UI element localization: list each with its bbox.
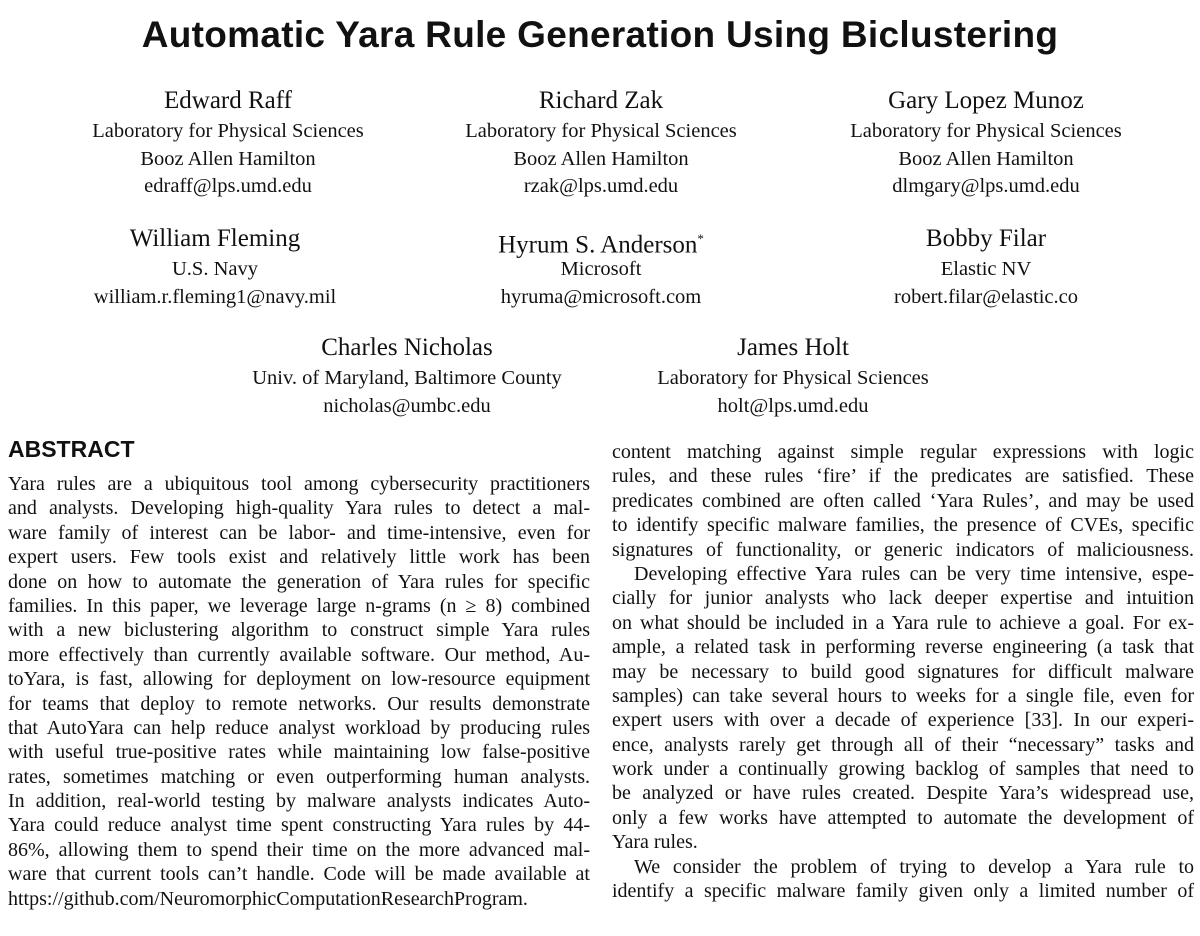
author-email: rzak@lps.umd.edu	[523, 175, 679, 197]
introduction-body	[612, 440, 1194, 903]
author-name-text: Richard Zak	[538, 87, 664, 114]
author-affiliation: Microsoft	[560, 258, 642, 280]
text-line: ence, analysts rarely get through all of their “necessary” tasks and	[612, 733, 1194, 756]
author	[401, 224, 801, 311]
text-line: be analyzed or have rules created. Despite Yara’s widespread use,	[612, 782, 1194, 805]
author-name	[28, 86, 428, 118]
text-line: for teams that deploy to remote networks. Our results demonstrate	[8, 692, 590, 715]
author-affiliation: Booz Allen Hamilton	[513, 147, 689, 170]
author-name	[786, 86, 1186, 118]
author	[786, 224, 1186, 311]
text-line: content matching against simple regular expressions with logic	[612, 441, 1194, 463]
author-name	[786, 224, 1186, 256]
author-affiliation: Booz Allen Hamilton	[898, 147, 1074, 170]
text-line: ware family of interest can be labor- and time-intensive, even for	[8, 521, 590, 544]
author-name-text: James Holt	[737, 334, 849, 361]
author-affiliation: Laboratory for Physical Sciences	[465, 120, 737, 142]
text-line: toYara, is fast, allowing for deployment on low-resource equipment	[8, 668, 590, 691]
text-line: Developing effective Yara rules can be very time intensive, espe-	[634, 562, 1194, 585]
author	[786, 86, 1186, 201]
text-line: may be necessary to build good signatures for difficult malware	[612, 660, 1194, 683]
author-email: hyruma@microsoft.com	[500, 285, 702, 308]
text-line: We consider the problem of trying to develop a Yara rule to	[634, 855, 1194, 878]
text-line: with a new biclustering algorithm to construct simple Yara rules	[8, 619, 590, 642]
text-line: work under a continually growing backlog of samples that need to	[612, 758, 1194, 781]
text-line: identify a specific malware family given only a limited number of	[612, 880, 1194, 903]
abstract-heading: ABSTRACT	[8, 436, 135, 462]
author-email: robert.filar@elastic.co	[894, 285, 1078, 308]
text-line: expert users with over a decade of experience [33]. In our experi-	[612, 709, 1194, 732]
author-name	[15, 224, 415, 256]
text-line: rates, sometimes matching or even outperforming human analysts.	[8, 765, 590, 788]
author-name	[207, 333, 607, 365]
author-name	[401, 86, 801, 118]
text-line: to identify specific malware families, the presence of CVEs, specific	[612, 514, 1194, 537]
text-line: Yara rules are a ubiquitous tool among cybersecurity practitioners	[8, 473, 590, 495]
author-affiliation: Laboratory for Physical Sciences	[92, 120, 364, 142]
text-line: that AutoYara can help reduce analyst workload by producing rules	[8, 716, 590, 739]
text-line: only a few works have attempted to automate the development of	[612, 806, 1194, 829]
abstract-body	[8, 472, 590, 911]
author-name	[593, 333, 993, 365]
author	[28, 86, 428, 201]
author-name-text: Gary Lopez Munoz	[888, 87, 1084, 114]
paper-title: Automatic Yara Rule Generation Using Biclustering	[141, 14, 1059, 55]
text-line: rules, and these rules ‘fire’ if the predicates are satisfied. These	[612, 465, 1194, 488]
text-line: on what should be included in a Yara rule to achieve a goal. For ex-	[612, 611, 1194, 634]
author-name-text: William Fleming	[129, 225, 301, 252]
author-name-text: Bobby Filar	[925, 225, 1047, 252]
text-line: and analysts. Developing high-quality Yara rules to detect a mal-	[8, 497, 590, 520]
author	[15, 224, 415, 311]
author-affiliation: Laboratory for Physical Sciences	[850, 120, 1122, 142]
text-line: families. In this paper, we leverage large n-grams (n ≥ 8) combined	[8, 594, 590, 617]
text-line: expert users. Few tools exist and relatively little work has been	[8, 546, 590, 569]
text-line: 86%, allowing them to spend their time on the more advanced mal-	[8, 838, 590, 861]
footnote-mark: *	[697, 231, 704, 246]
author-name-text: Edward Raff	[164, 87, 292, 114]
author	[593, 333, 993, 420]
text-line: ware that current tools can’t handle. Code will be made available at	[8, 863, 590, 886]
text-line: ample, a related task in performing reverse engineering (a task that	[612, 636, 1194, 659]
text-line: In addition, real-world testing by malware analysts indicates Auto-	[8, 790, 590, 813]
text-line: more effectively than currently available software. Our method, Au-	[8, 643, 590, 666]
text-line: Yara could reduce analyst time spent constructing Yara rules by 44-	[8, 814, 590, 837]
text-line: signatures of functionality, or generic indicators of maliciousness.	[612, 538, 1194, 561]
text-line: predicates combined are often called ‘Yara Rules’, and may be used	[612, 489, 1194, 512]
author-email: william.r.fleming1@navy.mil	[93, 285, 337, 308]
text-line: Yara rules.	[612, 831, 698, 854]
author-name-text: Hyrum S. Anderson	[498, 231, 698, 259]
author-name-text: Charles Nicholas	[321, 334, 493, 361]
author-affiliation: Laboratory for Physical Sciences	[657, 367, 929, 389]
text-line: https://github.com/NeuromorphicComputationResearchProgram.	[8, 887, 528, 910]
text-line: done on how to automate the generation of Yara rules for specific	[8, 570, 590, 593]
author	[401, 86, 801, 201]
author-email: holt@lps.umd.edu	[717, 394, 869, 417]
author-name	[401, 224, 801, 259]
author-email: nicholas@umbc.edu	[323, 394, 491, 417]
author-affiliation: Elastic NV	[940, 258, 1032, 280]
author-affiliation: Booz Allen Hamilton	[140, 147, 316, 170]
author-affiliation: Univ. of Maryland, Baltimore County	[252, 367, 562, 389]
text-line: samples) can take several hours to weeks for a single file, even for	[612, 684, 1194, 707]
author-email: dlmgary@lps.umd.edu	[892, 175, 1080, 197]
author-email: edraff@lps.umd.edu	[144, 175, 312, 197]
author-affiliation: U.S. Navy	[172, 258, 258, 280]
author	[207, 333, 607, 420]
text-line: cially for junior analysts who lack deeper expertise and intuition	[612, 587, 1194, 610]
text-line: with useful true-positive rates while maintaining low false-positive	[8, 741, 590, 764]
